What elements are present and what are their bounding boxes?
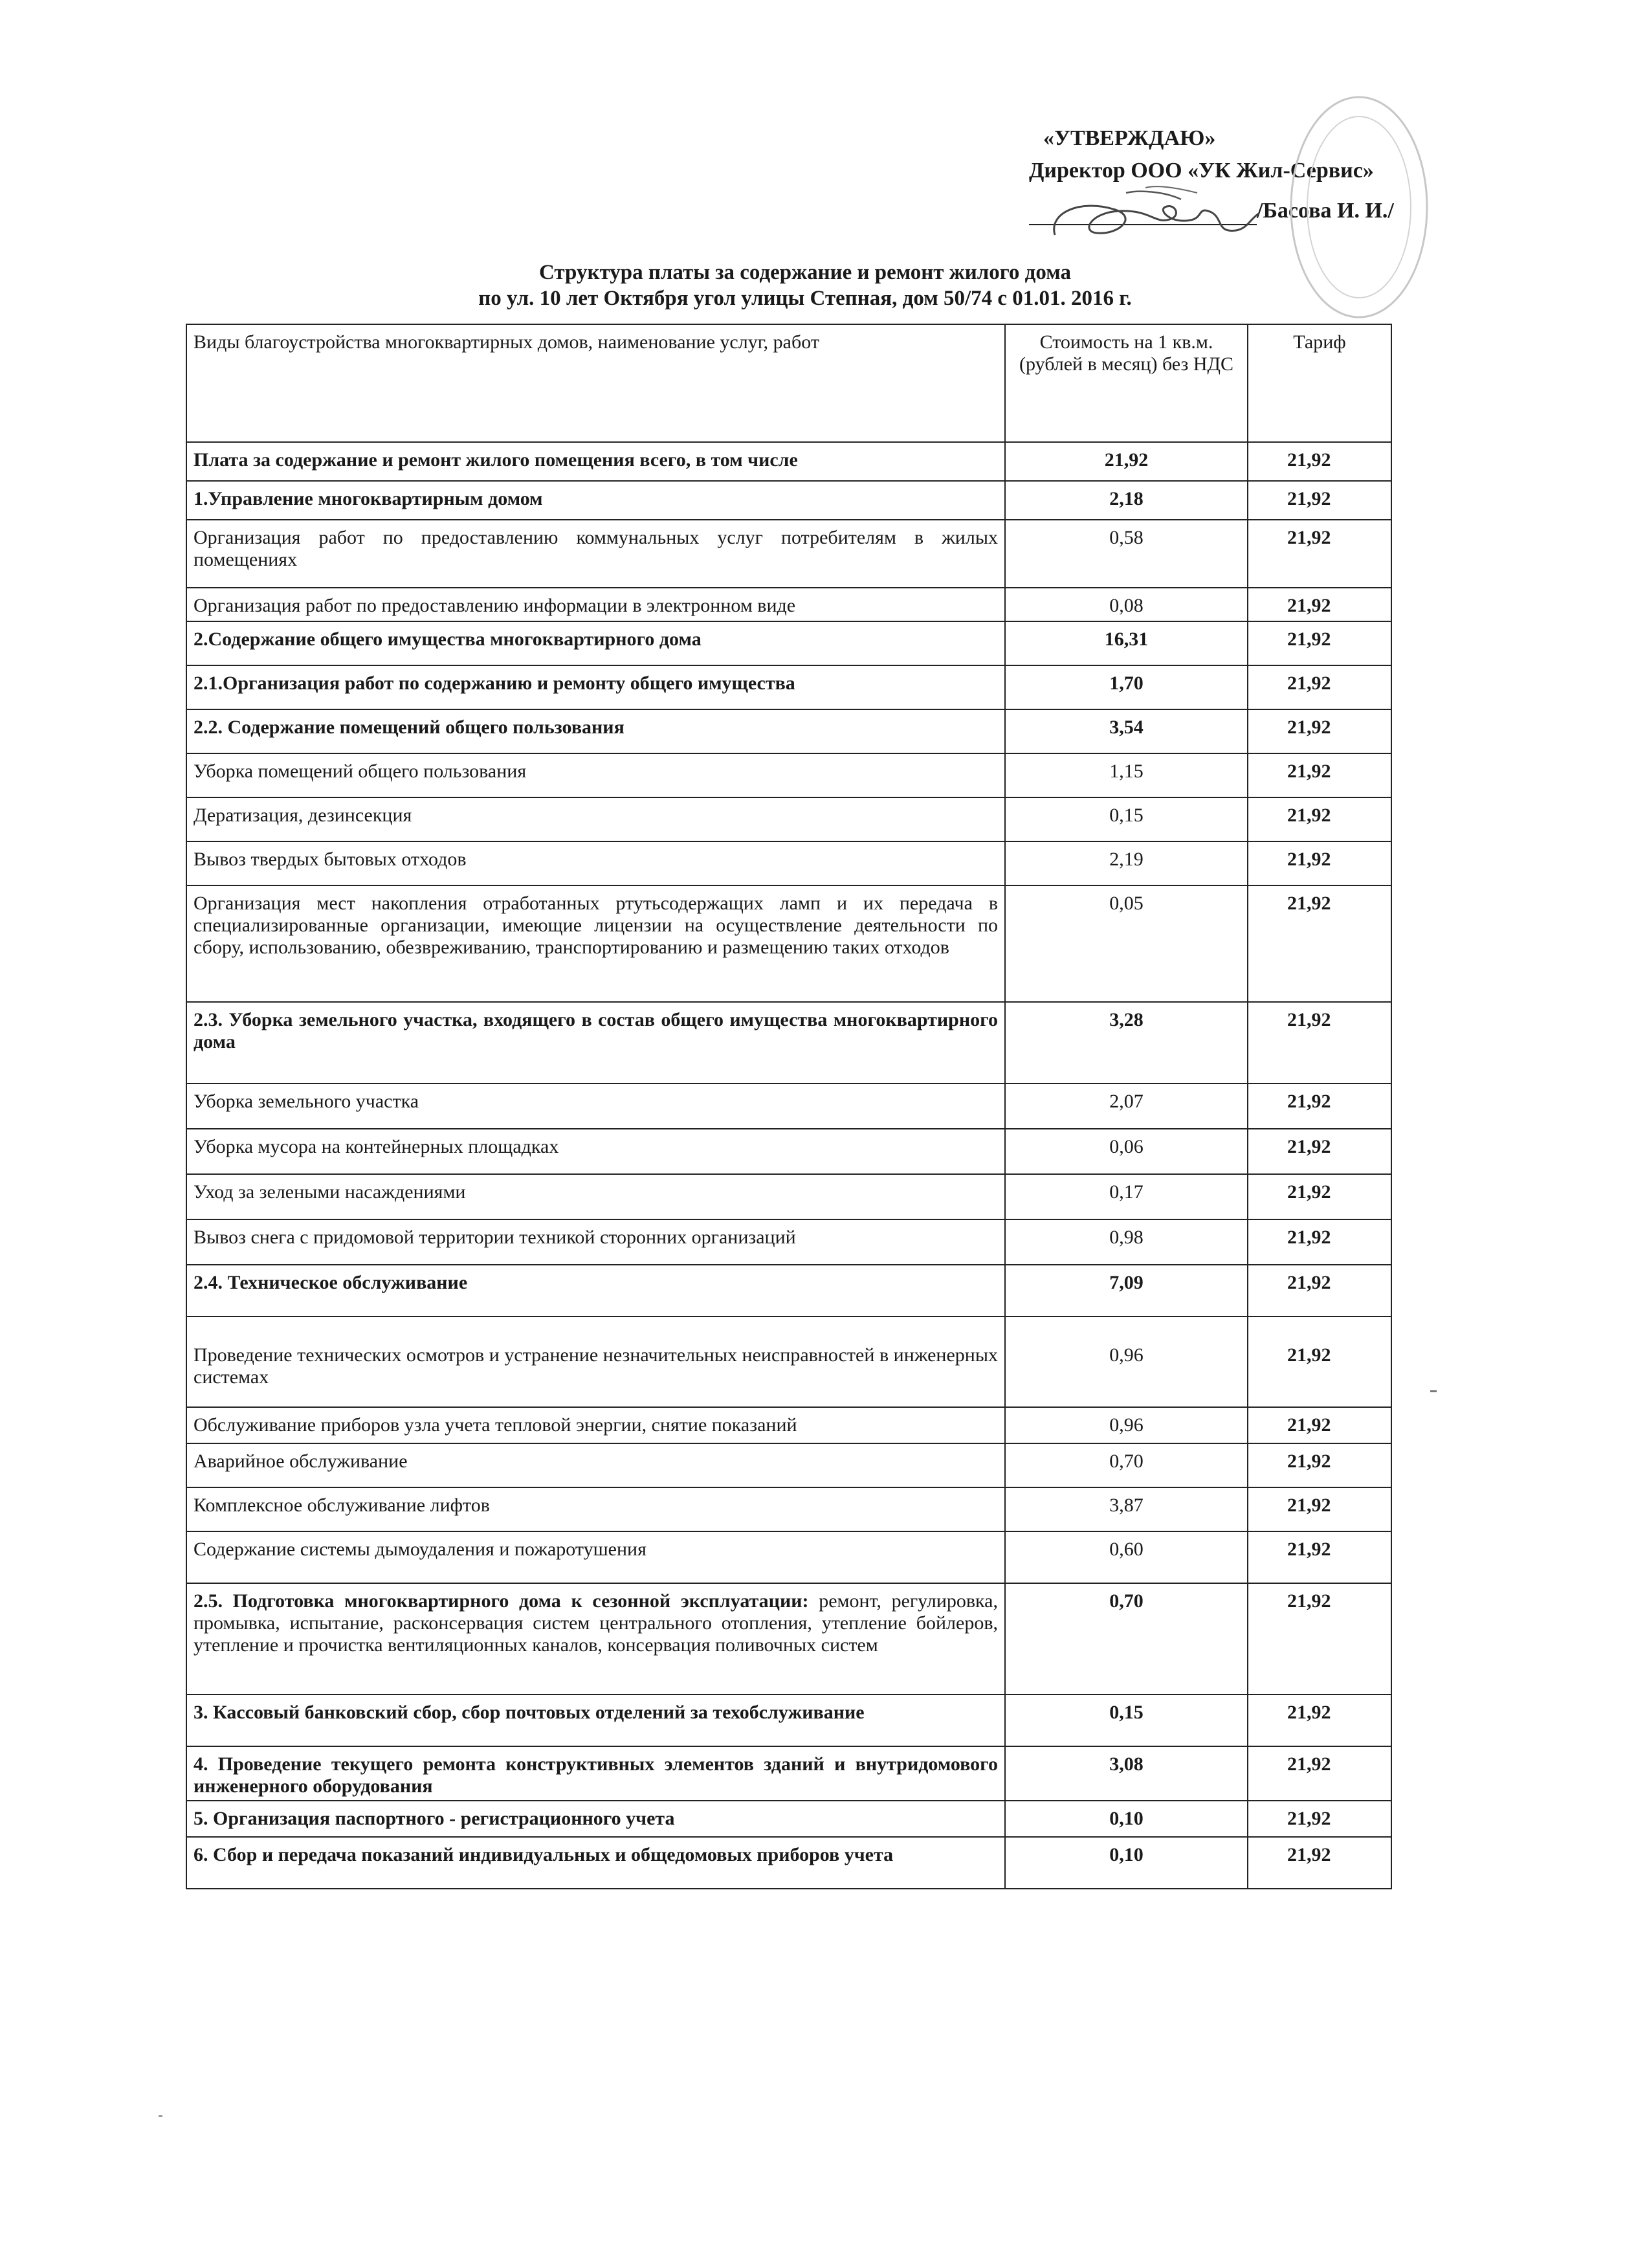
- table-row: [186, 1837, 1391, 1889]
- table-row: [186, 1583, 1391, 1695]
- table-row: [186, 1487, 1391, 1531]
- row-name: Уход за зелеными насаждениями: [186, 1174, 1005, 1219]
- row-name: 3. Кассовый банковский сбор, сбор почтовых отделений за техобслуживание: [186, 1695, 1005, 1746]
- row-tariff: 21,92: [1248, 1219, 1391, 1265]
- handwritten-signature: [1042, 173, 1262, 258]
- row-cost: 3,08: [1005, 1746, 1248, 1801]
- table-row: [186, 885, 1391, 1002]
- row-cost: 0,06: [1005, 1129, 1248, 1174]
- table-row: [186, 1174, 1391, 1219]
- row-name: 4. Проведение текущего ремонта конструктивных элементов зданий и внутридомового инженерного оборудования: [186, 1746, 1005, 1801]
- row-cost: 0,10: [1005, 1837, 1248, 1889]
- table-row: [186, 1746, 1391, 1801]
- row-tariff: 21,92: [1248, 665, 1391, 709]
- scan-speck: [159, 2115, 162, 2117]
- row-name: Вывоз твердых бытовых отходов: [186, 841, 1005, 885]
- row-cost: 0,15: [1005, 1695, 1248, 1746]
- row-tariff: 21,92: [1248, 709, 1391, 753]
- row-cost: 0,58: [1005, 520, 1248, 588]
- row-tariff: 21,92: [1248, 1317, 1391, 1407]
- table-row: [186, 1265, 1391, 1317]
- row-cost: 16,31: [1005, 621, 1248, 665]
- row-cost: 0,10: [1005, 1801, 1248, 1837]
- row-cost: 2,19: [1005, 841, 1248, 885]
- table-row: [186, 1407, 1391, 1443]
- row-name: Проведение технических осмотров и устранение незначительных неисправностей в инженерных системах: [186, 1317, 1005, 1407]
- tariff-structure-table: [186, 324, 1392, 1889]
- table-row: [186, 1129, 1391, 1174]
- row-name: Содержание системы дымоудаления и пожаротушения: [186, 1531, 1005, 1583]
- table-row: [186, 520, 1391, 588]
- row-cost: 3,87: [1005, 1487, 1248, 1531]
- row-tariff: 21,92: [1248, 753, 1391, 797]
- row-tariff: 21,92: [1248, 1002, 1391, 1084]
- row-tariff: 21,92: [1248, 1407, 1391, 1443]
- scan-speck: [1430, 1390, 1437, 1392]
- row-name: Комплексное обслуживание лифтов: [186, 1487, 1005, 1531]
- row-name: Уборка мусора на контейнерных площадках: [186, 1129, 1005, 1174]
- row-tariff: 21,92: [1248, 588, 1391, 621]
- row-name: 2.1.Организация работ по содержанию и ремонту общего имущества: [186, 665, 1005, 709]
- table-row: [186, 621, 1391, 665]
- row-name: 2.Содержание общего имущества многоквартирного дома: [186, 621, 1005, 665]
- row-cost: 3,28: [1005, 1002, 1248, 1084]
- row-tariff: 21,92: [1248, 1695, 1391, 1746]
- row-name: Плата за содержание и ремонт жилого помещения всего, в том числе: [186, 442, 1005, 481]
- table-row: [186, 1317, 1391, 1407]
- row-name-heading: 2.5. Подготовка многоквартирного дома к сезонной эксплуатации:: [193, 1590, 809, 1612]
- approval-heading: «УТВЕРЖДАЮ»: [1043, 126, 1216, 150]
- header-service-name: Виды благоустройства многоквартирных домов, наименование услуг, работ: [186, 324, 1005, 442]
- row-tariff: 21,92: [1248, 1084, 1391, 1129]
- row-cost: 0,17: [1005, 1174, 1248, 1219]
- row-name: Уборка земельного участка: [186, 1084, 1005, 1129]
- table-row: [186, 1219, 1391, 1265]
- row-cost: 0,96: [1005, 1317, 1248, 1407]
- table-header-row: [186, 324, 1391, 442]
- row-cost: 0,15: [1005, 797, 1248, 841]
- row-name: Вывоз снега с придомовой территории техникой сторонних организаций: [186, 1219, 1005, 1265]
- document-title: Структура платы за содержание и ремонт жилого дома: [539, 261, 1071, 284]
- row-tariff: 21,92: [1248, 1531, 1391, 1583]
- row-name: Организация работ по предоставлению информации в электронном виде: [186, 588, 1005, 621]
- row-tariff: 21,92: [1248, 841, 1391, 885]
- row-cost: 21,92: [1005, 442, 1248, 481]
- row-tariff: 21,92: [1248, 442, 1391, 481]
- table-row: [186, 665, 1391, 709]
- row-name: Дератизация, дезинсекция: [186, 797, 1005, 841]
- row-name: Организация мест накопления отработанных ртутьсодержащих ламп и их передача в специализированные организации, имеющие лицензии на осуществление деятельности по сбору, использованию, обезвреживанию, транспортированию и размещению таких отходов: [186, 885, 1005, 1002]
- table-row: [186, 841, 1391, 885]
- row-name: Уборка помещений общего пользования: [186, 753, 1005, 797]
- table-row: [186, 588, 1391, 621]
- row-cost: 0,08: [1005, 588, 1248, 621]
- approver-name: /Басова И. И./: [1257, 199, 1394, 223]
- table-row: [186, 1084, 1391, 1129]
- row-name: Обслуживание приборов узла учета тепловой энергии, снятие показаний: [186, 1407, 1005, 1443]
- row-tariff: 21,92: [1248, 885, 1391, 1002]
- row-tariff: 21,92: [1248, 797, 1391, 841]
- header-tariff: Тариф: [1248, 324, 1391, 442]
- row-cost: 0,60: [1005, 1531, 1248, 1583]
- row-name: 2.4. Техническое обслуживание: [186, 1265, 1005, 1317]
- row-tariff: 21,92: [1248, 1265, 1391, 1317]
- row-cost: 2,18: [1005, 481, 1248, 520]
- row-cost: 7,09: [1005, 1265, 1248, 1317]
- row-tariff: 21,92: [1248, 1174, 1391, 1219]
- row-tariff: 21,92: [1248, 1129, 1391, 1174]
- table-row: [186, 1002, 1391, 1084]
- row-name: Организация работ по предоставлению коммунальных услуг потребителям в жилых помещениях: [186, 520, 1005, 588]
- row-cost: 0,70: [1005, 1443, 1248, 1487]
- table-row: [186, 1531, 1391, 1583]
- row-tariff: 21,92: [1248, 1487, 1391, 1531]
- row-tariff: 21,92: [1248, 520, 1391, 588]
- table-row: [186, 1801, 1391, 1837]
- table-row: [186, 481, 1391, 520]
- row-tariff: 21,92: [1248, 1801, 1391, 1837]
- row-cost: 0,96: [1005, 1407, 1248, 1443]
- row-cost: 0,05: [1005, 885, 1248, 1002]
- row-cost: 3,54: [1005, 709, 1248, 753]
- row-name: 2.2. Содержание помещений общего пользования: [186, 709, 1005, 753]
- row-name: Аварийное обслуживание: [186, 1443, 1005, 1487]
- row-cost: 1,70: [1005, 665, 1248, 709]
- row-cost: 0,98: [1005, 1219, 1248, 1265]
- row-cost: 2,07: [1005, 1084, 1248, 1129]
- row-name-detail: ремонт, регулировка, промывка, испытание, расконсервация систем центрального отопления, утепление бойлеров, утепление и прочистка вентиляционных каналов, консервация поливочных систем: [193, 1590, 998, 1656]
- row-tariff: 21,92: [1248, 481, 1391, 520]
- table-row: [186, 442, 1391, 481]
- table-row: [186, 797, 1391, 841]
- row-tariff: 21,92: [1248, 1837, 1391, 1889]
- row-tariff: 21,92: [1248, 1583, 1391, 1695]
- row-cost: 1,15: [1005, 753, 1248, 797]
- row-name: 1.Управление многоквартирным домом: [186, 481, 1005, 520]
- table-row: [186, 753, 1391, 797]
- row-tariff: 21,92: [1248, 1746, 1391, 1801]
- row-tariff: 21,92: [1248, 621, 1391, 665]
- row-tariff: 21,92: [1248, 1443, 1391, 1487]
- row-cost: 0,70: [1005, 1583, 1248, 1695]
- table-row: [186, 709, 1391, 753]
- approver-position: Директор ООО «УК Жил-Сервис»: [1029, 159, 1374, 183]
- row-name: 6. Сбор и передача показаний индивидуальных и общедомовых приборов учета: [186, 1837, 1005, 1889]
- row-name: [186, 1583, 1005, 1695]
- document-subtitle: по ул. 10 лет Октября угол улицы Степная, дом 50/74 с 01.01. 2016 г.: [478, 287, 1132, 310]
- header-cost: Стоимость на 1 кв.м. (рублей в месяц) без НДС: [1005, 324, 1248, 442]
- row-name: 2.3. Уборка земельного участка, входящего в состав общего имущества многоквартирного дома: [186, 1002, 1005, 1084]
- table-row: [186, 1695, 1391, 1746]
- row-name: 5. Организация паспортного - регистрационного учета: [186, 1801, 1005, 1837]
- table-row: [186, 1443, 1391, 1487]
